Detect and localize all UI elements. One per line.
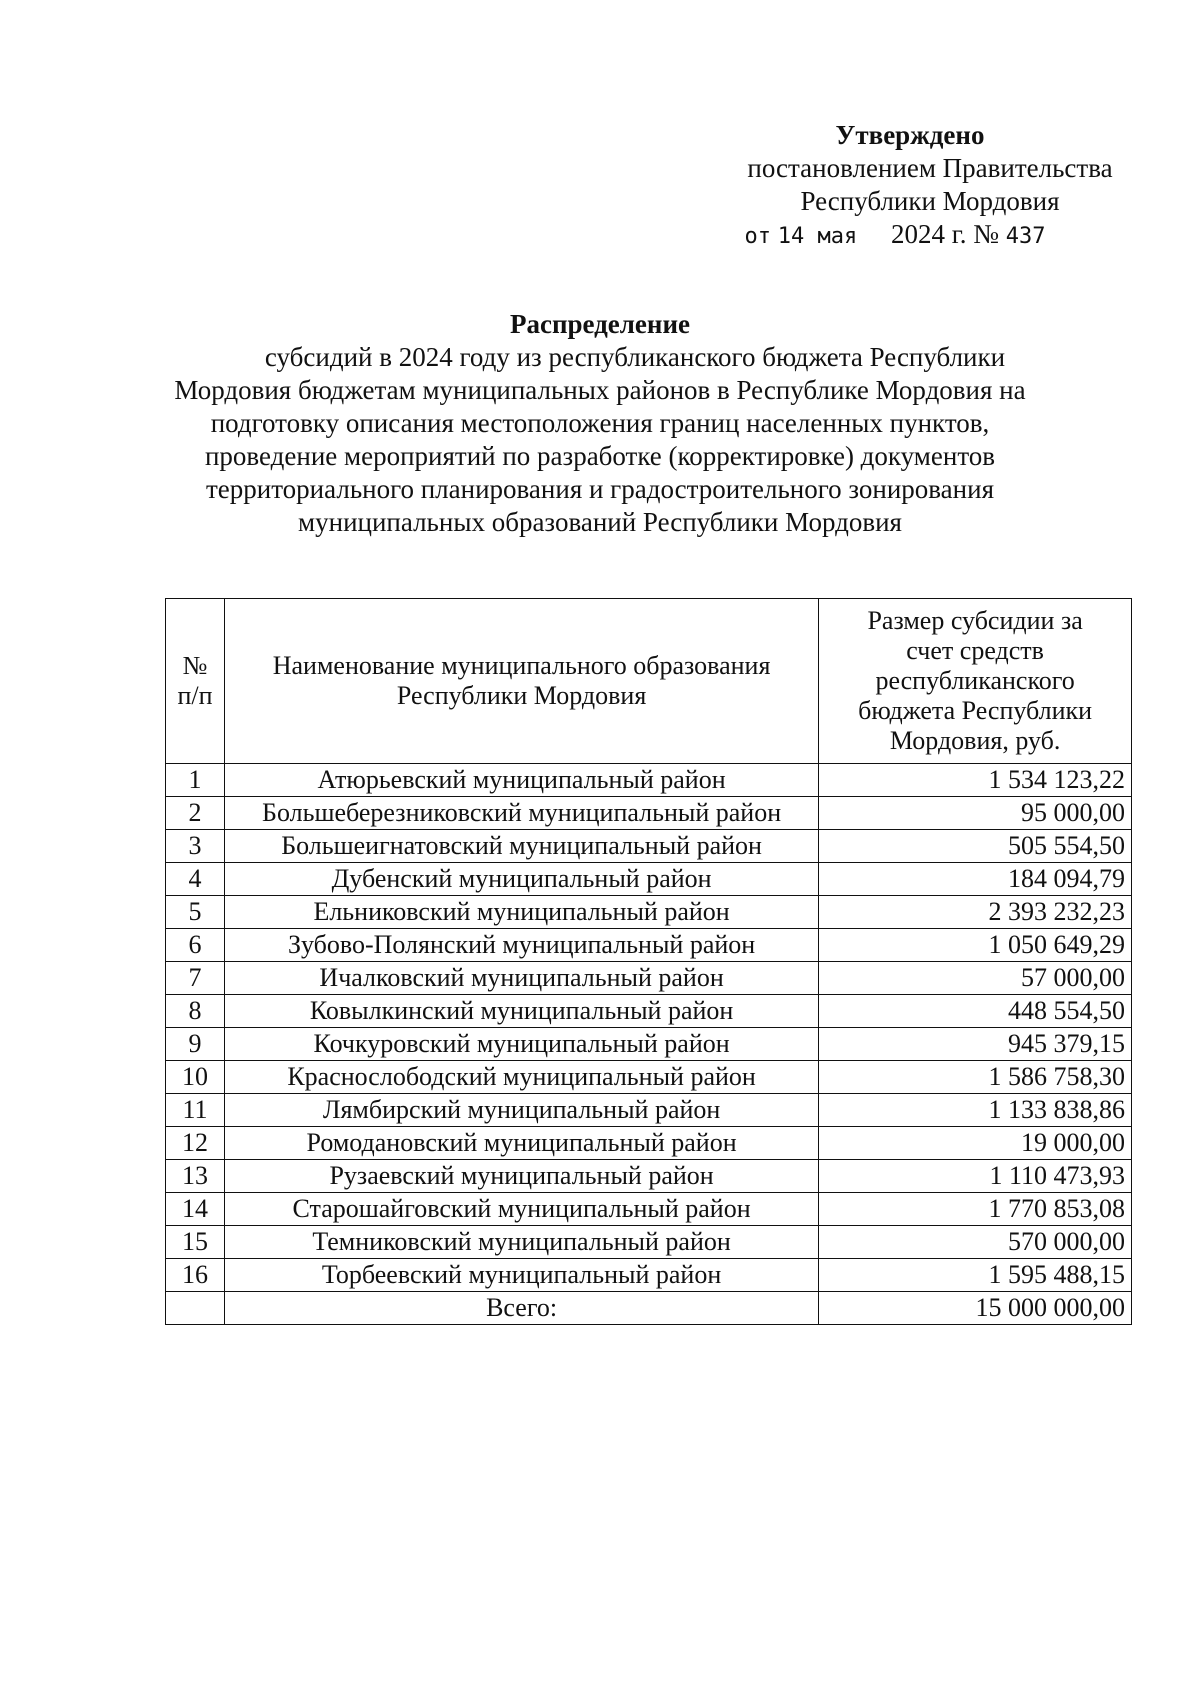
- table-row: [166, 1160, 1132, 1193]
- table-row: [166, 1226, 1132, 1259]
- table-row: [166, 1259, 1132, 1292]
- heading-line-6: муниципальных образований Республики Мордовия: [298, 507, 902, 537]
- row-amount: 1 110 473,93: [819, 1160, 1132, 1193]
- table-row: [166, 1193, 1132, 1226]
- header-amount: [819, 599, 1132, 764]
- row-num: 8: [166, 995, 225, 1028]
- row-name: Атюрьевский муниципальный район: [224, 764, 818, 797]
- row-num: 1: [166, 764, 225, 797]
- row-num: 9: [166, 1028, 225, 1061]
- header-amount-line: счет средств: [906, 636, 1044, 665]
- row-num: 14: [166, 1193, 225, 1226]
- row-num: 6: [166, 929, 225, 962]
- row-num: 11: [166, 1094, 225, 1127]
- row-name: Кочкуровский муниципальный район: [224, 1028, 818, 1061]
- date-year: 2024 г. №: [890, 219, 1000, 249]
- distribution-table: [165, 598, 1132, 1325]
- table-row: [166, 1028, 1132, 1061]
- row-amount: 570 000,00: [819, 1226, 1132, 1259]
- heading-line-1: субсидий в 2024 году из республиканского бюджета Республики: [264, 342, 1006, 372]
- total-row: [166, 1292, 1132, 1325]
- header-num: [166, 599, 225, 764]
- row-amount: 1 133 838,86: [819, 1094, 1132, 1127]
- header-amount-line: республиканского: [875, 666, 1075, 695]
- table-row: [166, 1127, 1132, 1160]
- total-num: [166, 1292, 225, 1325]
- row-name: Ичалковский муниципальный район: [224, 962, 818, 995]
- header-num-line: №: [182, 651, 208, 680]
- approval-block: [720, 119, 1140, 253]
- date-prefix: от: [744, 224, 771, 249]
- row-amount: 2 393 232,23: [819, 896, 1132, 929]
- heading-line-3: подготовку описания местоположения границ населенных пунктов,: [210, 408, 990, 438]
- row-amount: 945 379,15: [819, 1028, 1132, 1061]
- row-amount: 448 554,50: [819, 995, 1132, 1028]
- table-header-row: [166, 599, 1132, 764]
- row-num: 5: [166, 896, 225, 929]
- row-num: 10: [166, 1061, 225, 1094]
- approved-title: Утверждено: [835, 120, 985, 150]
- table-row: [166, 995, 1132, 1028]
- row-num: 15: [166, 1226, 225, 1259]
- row-amount: 1 595 488,15: [819, 1259, 1132, 1292]
- row-amount: 57 000,00: [819, 962, 1132, 995]
- row-name: Темниковский муниципальный район: [224, 1226, 818, 1259]
- row-amount: 19 000,00: [819, 1127, 1132, 1160]
- row-name: Зубово-Полянский муниципальный район: [224, 929, 818, 962]
- header-amount-line: Мордовия, руб.: [889, 726, 1061, 755]
- row-amount: 1 586 758,30: [819, 1061, 1132, 1094]
- row-amount: 1 050 649,29: [819, 929, 1132, 962]
- row-name: Большеигнатовский муниципальный район: [224, 830, 818, 863]
- table-row: [166, 863, 1132, 896]
- row-name: Большеберезниковский муниципальный район: [224, 797, 818, 830]
- row-num: 13: [166, 1160, 225, 1193]
- table-row: [166, 896, 1132, 929]
- approval-line-1: постановлением Правительства: [747, 153, 1113, 183]
- heading-line-5: территориального планирования и градостроительного зонирования: [206, 474, 994, 504]
- total-label: Всего:: [224, 1292, 818, 1325]
- row-amount: 95 000,00: [819, 797, 1132, 830]
- table-row: [166, 830, 1132, 863]
- header-amount-line: Размер субсидии за: [867, 606, 1083, 635]
- approval-line-2: Республики Мордовия: [800, 186, 1060, 216]
- row-name: Рузаевский муниципальный район: [224, 1160, 818, 1193]
- table-row: [166, 1061, 1132, 1094]
- row-num: 3: [166, 830, 225, 863]
- row-num: 2: [166, 797, 225, 830]
- header-amount-line: бюджета Республики: [858, 696, 1093, 725]
- resolution-number: 437: [1005, 224, 1046, 249]
- row-name: Старошайговский муниципальный район: [224, 1193, 818, 1226]
- table-row: [166, 797, 1132, 830]
- approval-date-line: [650, 218, 1140, 253]
- table-row: [166, 764, 1132, 797]
- row-name: Лямбирский муниципальный район: [224, 1094, 818, 1127]
- row-num: 12: [166, 1127, 225, 1160]
- row-amount: 505 554,50: [819, 830, 1132, 863]
- row-num: 4: [166, 863, 225, 896]
- row-name: Ковылкинский муниципальный район: [224, 995, 818, 1028]
- row-amount: 1 534 123,22: [819, 764, 1132, 797]
- row-name: Ельниковский муниципальный район: [224, 896, 818, 929]
- date-handwritten: 14 мая: [777, 224, 858, 249]
- document-heading: [150, 308, 1050, 539]
- total-amount: 15 000 000,00: [819, 1292, 1132, 1325]
- table-row: [166, 962, 1132, 995]
- header-name: [224, 599, 818, 764]
- row-name: Торбеевский муниципальный район: [224, 1259, 818, 1292]
- row-name: Краснослободский муниципальный район: [224, 1061, 818, 1094]
- header-name-line: Республики Мордовия: [396, 681, 647, 710]
- row-num: 7: [166, 962, 225, 995]
- row-name: Дубенский муниципальный район: [224, 863, 818, 896]
- row-name: Ромодановский муниципальный район: [224, 1127, 818, 1160]
- heading-line-4: проведение мероприятий по разработке (корректировке) документов: [204, 441, 996, 471]
- row-amount: 1 770 853,08: [819, 1193, 1132, 1226]
- heading-title: Распределение: [509, 309, 691, 339]
- table-row: [166, 929, 1132, 962]
- row-amount: 184 094,79: [819, 863, 1132, 896]
- header-num-line: п/п: [177, 681, 213, 710]
- table-row: [166, 1094, 1132, 1127]
- heading-line-2: Мордовия бюджетам муниципальных районов в Республике Мордовия на: [174, 375, 1026, 405]
- header-name-line: Наименование муниципального образования: [272, 651, 771, 680]
- row-num: 16: [166, 1259, 225, 1292]
